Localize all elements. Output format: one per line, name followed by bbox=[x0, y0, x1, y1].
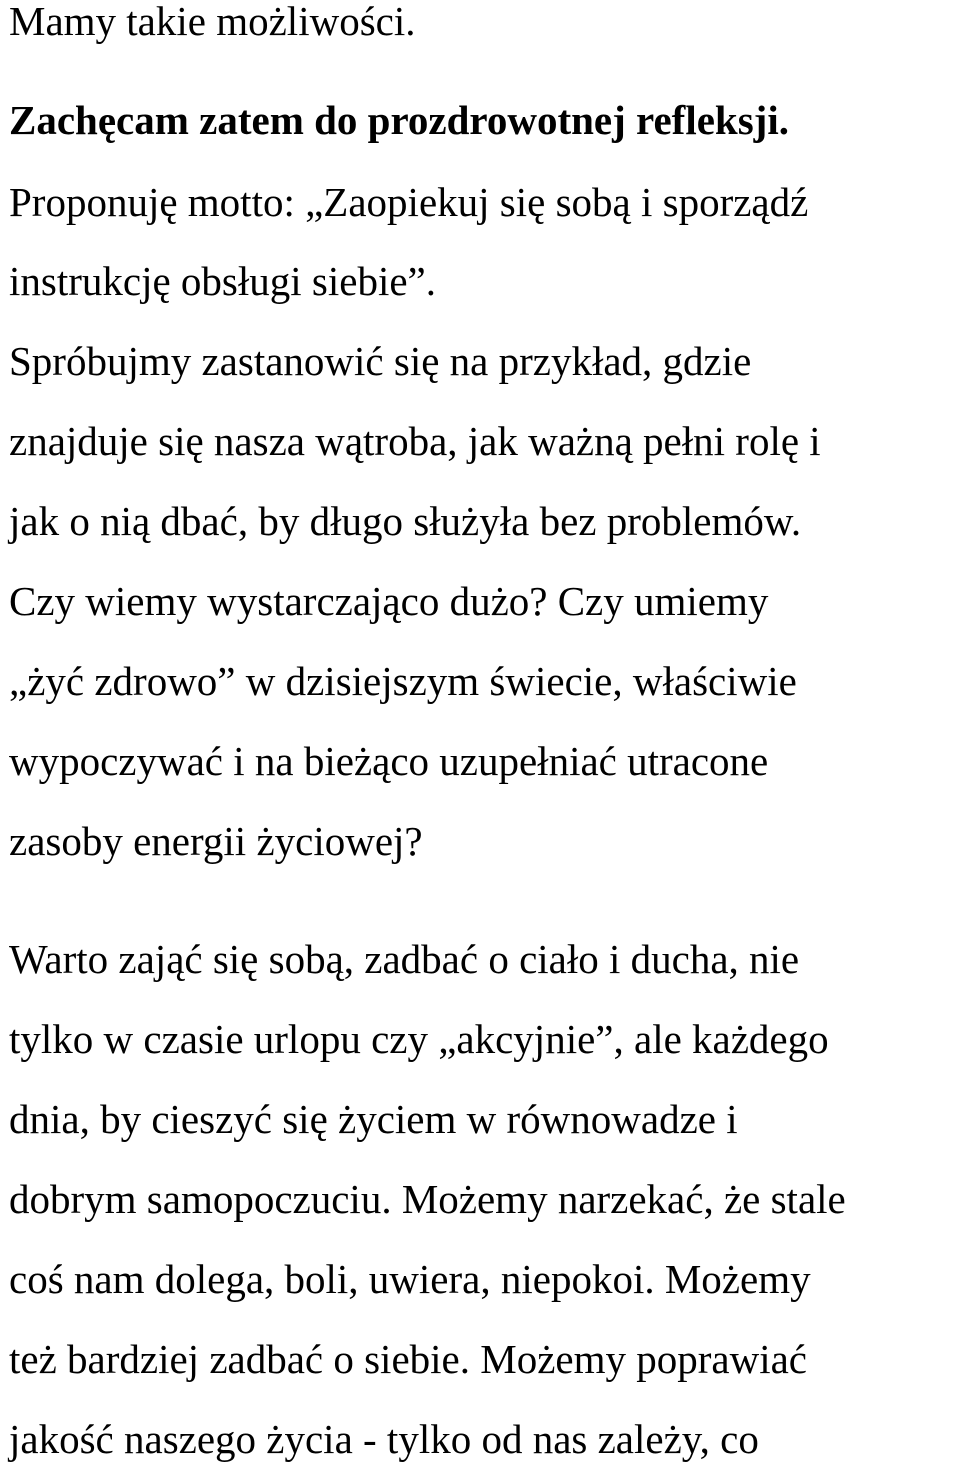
paragraph-line: wypoczywać i na bieżąco uzupełniać utracone bbox=[9, 738, 769, 784]
paragraph-line: dnia, by cieszyć się życiem w równowadze i bbox=[9, 1096, 738, 1142]
paragraph-line: Warto zająć się sobą, zadbać o ciało i ducha, nie bbox=[9, 936, 800, 982]
paragraph-line: Czy wiemy wystarczająco dużo? Czy umiemy bbox=[9, 578, 769, 624]
heading-line: Zachęcam zatem do prozdrowotnej refleksji. bbox=[9, 97, 789, 143]
paragraph-line: też bardziej zadbać o siebie. Możemy poprawiać bbox=[9, 1336, 807, 1382]
paragraph-line: Spróbujmy zastanowić się na przykład, gdzie bbox=[9, 338, 752, 384]
paragraph-line: „żyć zdrowo” w dzisiejszym świecie, właściwie bbox=[9, 658, 797, 704]
paragraph-line: jakość naszego życia - tylko od nas zależy, co bbox=[9, 1416, 759, 1462]
paragraph-line: coś nam dolega, boli, uwiera, niepokoi. Możemy bbox=[9, 1256, 811, 1302]
paragraph-line: Proponuję motto: „Zaopiekuj się sobą i sporządź bbox=[9, 179, 809, 225]
paragraph-line: jak o nią dbać, by długo służyła bez problemów. bbox=[9, 498, 802, 544]
paragraph-line: dobrym samopoczuciu. Możemy narzekać, że stale bbox=[9, 1176, 846, 1222]
intro-line: Mamy takie możliwości. bbox=[9, 0, 416, 44]
paragraph-line: instrukcję obsługi siebie”. bbox=[9, 258, 436, 304]
paragraph-line: zasoby energii życiowej? bbox=[9, 818, 423, 864]
paragraph-line: tylko w czasie urlopu czy „akcyjnie”, ale każdego bbox=[9, 1016, 829, 1062]
paragraph-line: znajduje się nasza wątroba, jak ważną pełni rolę i bbox=[9, 418, 821, 464]
